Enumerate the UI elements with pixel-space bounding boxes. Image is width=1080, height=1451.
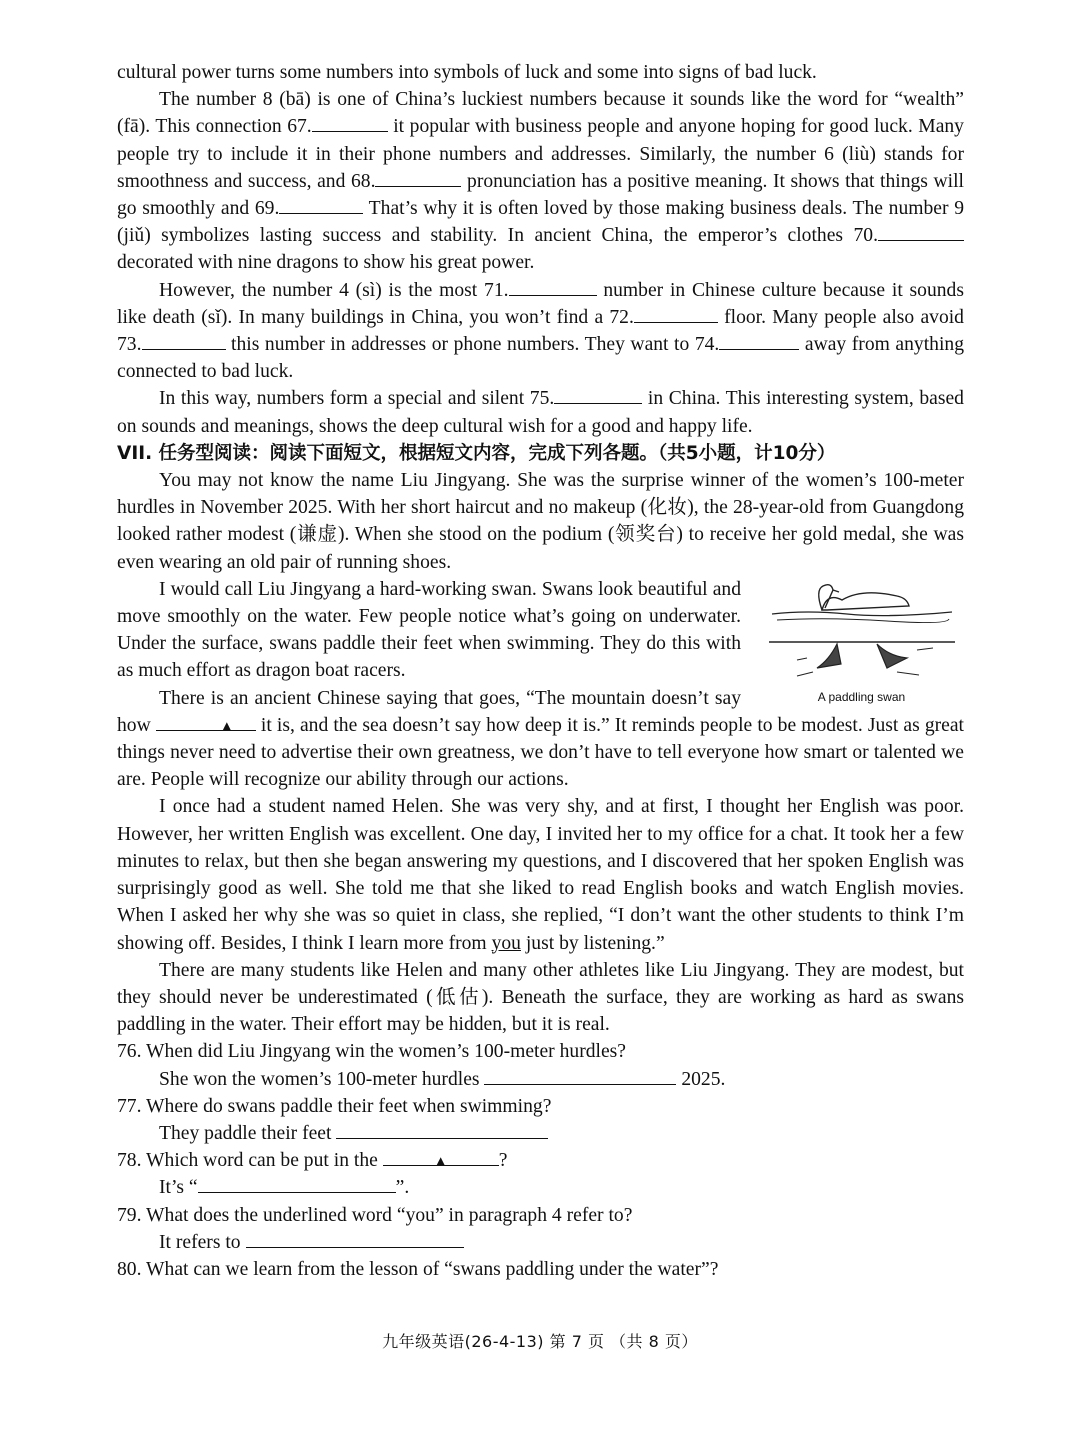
paragraph-text: I once had a student named Helen. She was very shy, and at first, I thought her English was poor. However, her written English was excellent. One day, I invited her to my office for a chat. It took her a few minutes to relax, but then she began answering my questions, and I discovered that her spoken English was surprisingly good as well. She told me that she liked to read English books and watch English movies. When I asked her why she was so quiet in class, she replied, “I don’t want the other students to think I’m showing off. Besides, I think I learn more from [117, 796, 964, 954]
blank-70[interactable] [878, 222, 964, 241]
question-76: 76. When did Liu Jingyang win the women’s 100-meter hurdles? [117, 1041, 626, 1063]
page-footer: 九年级英语(26-4-13) 第 7 页 （共 8 页） [382, 1332, 698, 1351]
paragraph-2: I would call Liu Jingyang a hard-working swan. Swans look beautiful and move smoothly on the water. Few people notice what’s going on underwater. Under the surface, swans paddle their feet when swimming. They do this with as much effort as dragon boat racers. [117, 578, 741, 682]
answer-suffix: ”. [395, 1177, 410, 1199]
paragraph-1: You may not know the name Liu Jingyang. She was the surprise winner of the women’s 100-meter hurdles in November 2025. With her short haircut and no makeup (化妆), the 28-year-old from Guangdong looked rather modest (谦虚). When she stood on the podium (领奖台) to receive her gold medal, she was even wearing an old pair of running shoes. [117, 470, 964, 573]
blank-67[interactable] [312, 113, 388, 132]
paragraph-5: There are many students like Helen and many other athletes like Liu Jingyang. They are modest, but they should never be underestimated (低估). Beneath the surface, they are working as hard as swans paddling in the water. Their effort may be hidden, but it is real. [117, 959, 964, 1036]
paragraph-text: However, the number 4 (sì) is the most 71. [159, 279, 509, 301]
paragraph-4 [117, 793, 964, 956]
paragraph-text: That’s why it is often loved by those making business deals. The number 9 (jiǔ) symbolizes lasting success and stability. In ancient China, the emperor’s clothes 70. [117, 198, 964, 247]
answer-78 [159, 1174, 964, 1201]
question-80: 80. What can we learn from the lesson of “swans paddling under the water”? [117, 1258, 719, 1280]
paragraph-number-4 [117, 277, 964, 386]
blank-74[interactable] [719, 331, 799, 350]
paragraph-text: decorated with nine dragons to show his great power. [117, 252, 535, 274]
paragraph-text: floor. Many people also avoid 73. [117, 306, 964, 356]
paragraph-conclusion [117, 385, 964, 439]
paragraph-text: away from anything connected to bad luck. [117, 334, 964, 383]
blank-72[interactable] [634, 304, 718, 323]
triangle-icon: ▲ [219, 718, 235, 735]
question-text: ? [498, 1150, 508, 1172]
blank-75[interactable] [554, 385, 642, 404]
answer-prefix: It’s “ [159, 1177, 198, 1199]
question-text: 78. Which word can be put in the [117, 1150, 383, 1172]
blank-71[interactable] [509, 277, 597, 296]
answer-79 [159, 1229, 964, 1256]
swan-figure [759, 580, 964, 712]
paragraph-text: number in Chinese culture because it sounds like death (sǐ). In many buildings in China, you won’t find a 72. [117, 279, 964, 328]
blank-73[interactable] [142, 331, 226, 350]
paragraph-text: The number 8 (bā) is one of China’s luckiest numbers because it sounds like the word for “wealth” (fā). This connection 67. [117, 89, 964, 138]
answer-blank-79[interactable] [246, 1229, 464, 1248]
passage-line-intro: cultural power turns some numbers into symbols of luck and some into signs of bad luck. [117, 62, 817, 83]
paragraph-text: In this way, numbers form a special and silent 75. [159, 388, 555, 410]
paragraph-number-8 [117, 86, 964, 276]
question-78 [117, 1147, 964, 1174]
blank-69[interactable] [279, 195, 363, 214]
question-77: 77. Where do swans paddle their feet when swimming? [117, 1095, 552, 1117]
paragraph-text: this number in addresses or phone numbers. They want to 74. [225, 334, 720, 356]
answer-suffix: 2025. [676, 1068, 726, 1090]
paragraph-text: just by listening.” [520, 932, 665, 954]
blank-68[interactable] [375, 168, 461, 187]
paddling-swan-icon [767, 580, 957, 690]
answer-blank-77[interactable] [336, 1120, 548, 1139]
paragraph-text: pronunciation has a positive meaning. It shows that things will go smoothly and 69. [117, 170, 964, 220]
paragraph-text: in China. This interesting system, based on sounds and meanings, shows the deep cultural wish for a good and happy life. [117, 388, 964, 437]
paragraph-text: it popular with business people and anyone hoping for good luck. Many people try to include it in their phone numbers and addresses. Similarly, the number 6 (liù) stands for smoothness and success, and 68. [117, 116, 964, 192]
answer-prefix: She won the women’s 100-meter hurdles [159, 1068, 485, 1090]
triangle-blank[interactable] [156, 712, 256, 735]
answer-prefix: It refers to [159, 1231, 246, 1253]
paragraph-text: There is an ancient Chinese saying that goes, “The mountain doesn’t say how [117, 687, 741, 736]
answer-blank-78[interactable] [198, 1174, 396, 1193]
answer-77 [159, 1120, 964, 1147]
section-title: VII. 任务型阅读：阅读下面短文，根据短文内容，完成下列各题。（共5小题，计10分） [117, 442, 836, 464]
answer-prefix: They paddle their feet [159, 1122, 337, 1144]
question-79: 79. What does the underlined word “you” in paragraph 4 refer to? [117, 1204, 633, 1226]
triangle-blank-ref [383, 1147, 499, 1171]
answer-76 [159, 1066, 964, 1093]
underlined-word-you: you [491, 932, 521, 954]
figure-caption: A paddling swan [817, 689, 906, 704]
answer-blank-76[interactable] [484, 1066, 676, 1085]
triangle-icon: ▲ [433, 1154, 449, 1171]
paragraph-text: it is, and the sea doesn’t say how deep it is.” It reminds people to be modest. Just as great things never need to advertise their own greatness, we don’t have to tell everyone how smart or talented we are. People will recognize our ability through our actions. [117, 714, 964, 791]
